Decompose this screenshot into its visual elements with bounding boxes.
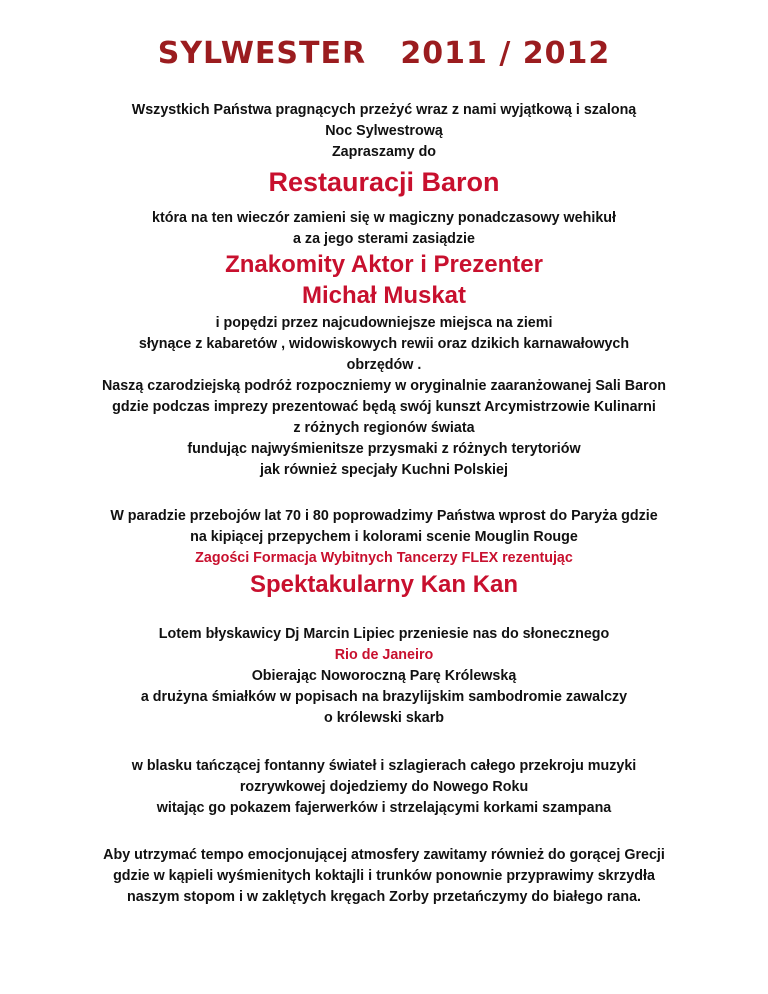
- greece-line-1: Aby utrzymać tempo emocjonującej atmosfery zawitamy również do gorącej Grecji: [103, 847, 665, 863]
- fountain-line-3: witając go pokazem fajerwerków i strzelającymi korkami szampana: [156, 800, 612, 816]
- host-heading: Znakomity Aktor i Prezenter: [225, 251, 543, 278]
- kankan-heading: Spektakularny Kan Kan: [249, 571, 519, 598]
- paris-line-1: W paradzie przebojów lat 70 i 80 poprowadzimy Państwa wprost do Paryża gdzie: [110, 508, 658, 524]
- paris-line-2: na kipiącej przepychem i kolorami scenie Mouglin Rouge: [190, 529, 578, 545]
- host-name: Michał Muskat: [301, 282, 467, 309]
- journey-line-6: z różnych regionów świata: [293, 420, 475, 436]
- fountain-line-2: rozrywkowej dojedziemy do Nowego Roku: [239, 779, 529, 795]
- vehicle-line-1: która na ten wieczór zamieni się w magiczny ponadczasowy wehikuł: [152, 210, 616, 226]
- restaurant-heading: Restauracji Baron: [268, 167, 500, 197]
- greece-line-3: naszym stopom i w zaklętych kręgach Zorby przetańczymy do białego rana.: [126, 889, 642, 905]
- intro-line-1: Wszystkich Państwa pragnących przeżyć wraz z nami wyjątkową i szaloną: [131, 102, 637, 118]
- journey-line-1: i popędzi przez najcudowniejsze miejsca na ziemi: [215, 315, 553, 331]
- vehicle-line-2: a za jego sterami zasiądzie: [293, 231, 475, 247]
- journey-line-4: Naszą czarodziejską podróż rozpoczniemy w oryginalnie zaaranżowanej Sali Baron: [101, 378, 667, 394]
- intro-line-3: Zapraszamy do: [331, 144, 437, 160]
- greece-line-2: gdzie w kąpieli wyśmienitych koktajli i trunków ponownie przyprawimy skrzydła: [113, 868, 655, 884]
- journey-line-5: gdzie podczas imprezy prezentować będą swój kunszt Arcymistrzowie Kulinarni: [112, 399, 656, 415]
- intro-line-2: Noc Sylwestrową: [325, 123, 443, 139]
- paris-line-3: Zagości Formacja Wybitnych Tancerzy FLEX rezentując: [195, 550, 573, 566]
- rio-line-1: Lotem błyskawicy Dj Marcin Lipiec przeniesie nas do słonecznego: [158, 626, 610, 642]
- page-title: SYLWESTER 2011 / 2012: [157, 36, 611, 71]
- fountain-line-1: w blasku tańczącej fontanny świateł i szlagierach całego przekroju muzyki: [131, 758, 637, 774]
- journey-line-2: słynące z kabaretów , widowiskowych rewii oraz dzikich karnawałowych: [138, 336, 630, 352]
- journey-line-7: fundując najwyśmienitsze przysmaki z różnych terytoriów: [187, 441, 581, 457]
- journey-line-8: jak również specjały Kuchni Polskiej: [260, 462, 508, 478]
- journey-line-3: obrzędów .: [346, 357, 422, 373]
- rio-line-2: Rio de Janeiro: [334, 647, 434, 663]
- rio-line-5: o królewski skarb: [324, 710, 444, 726]
- rio-line-3: Obierając Noworoczną Parę Królewską: [251, 668, 517, 684]
- rio-line-4: a drużyna śmiałków w popisach na brazylijskim sambodromie zawalczy: [140, 689, 628, 705]
